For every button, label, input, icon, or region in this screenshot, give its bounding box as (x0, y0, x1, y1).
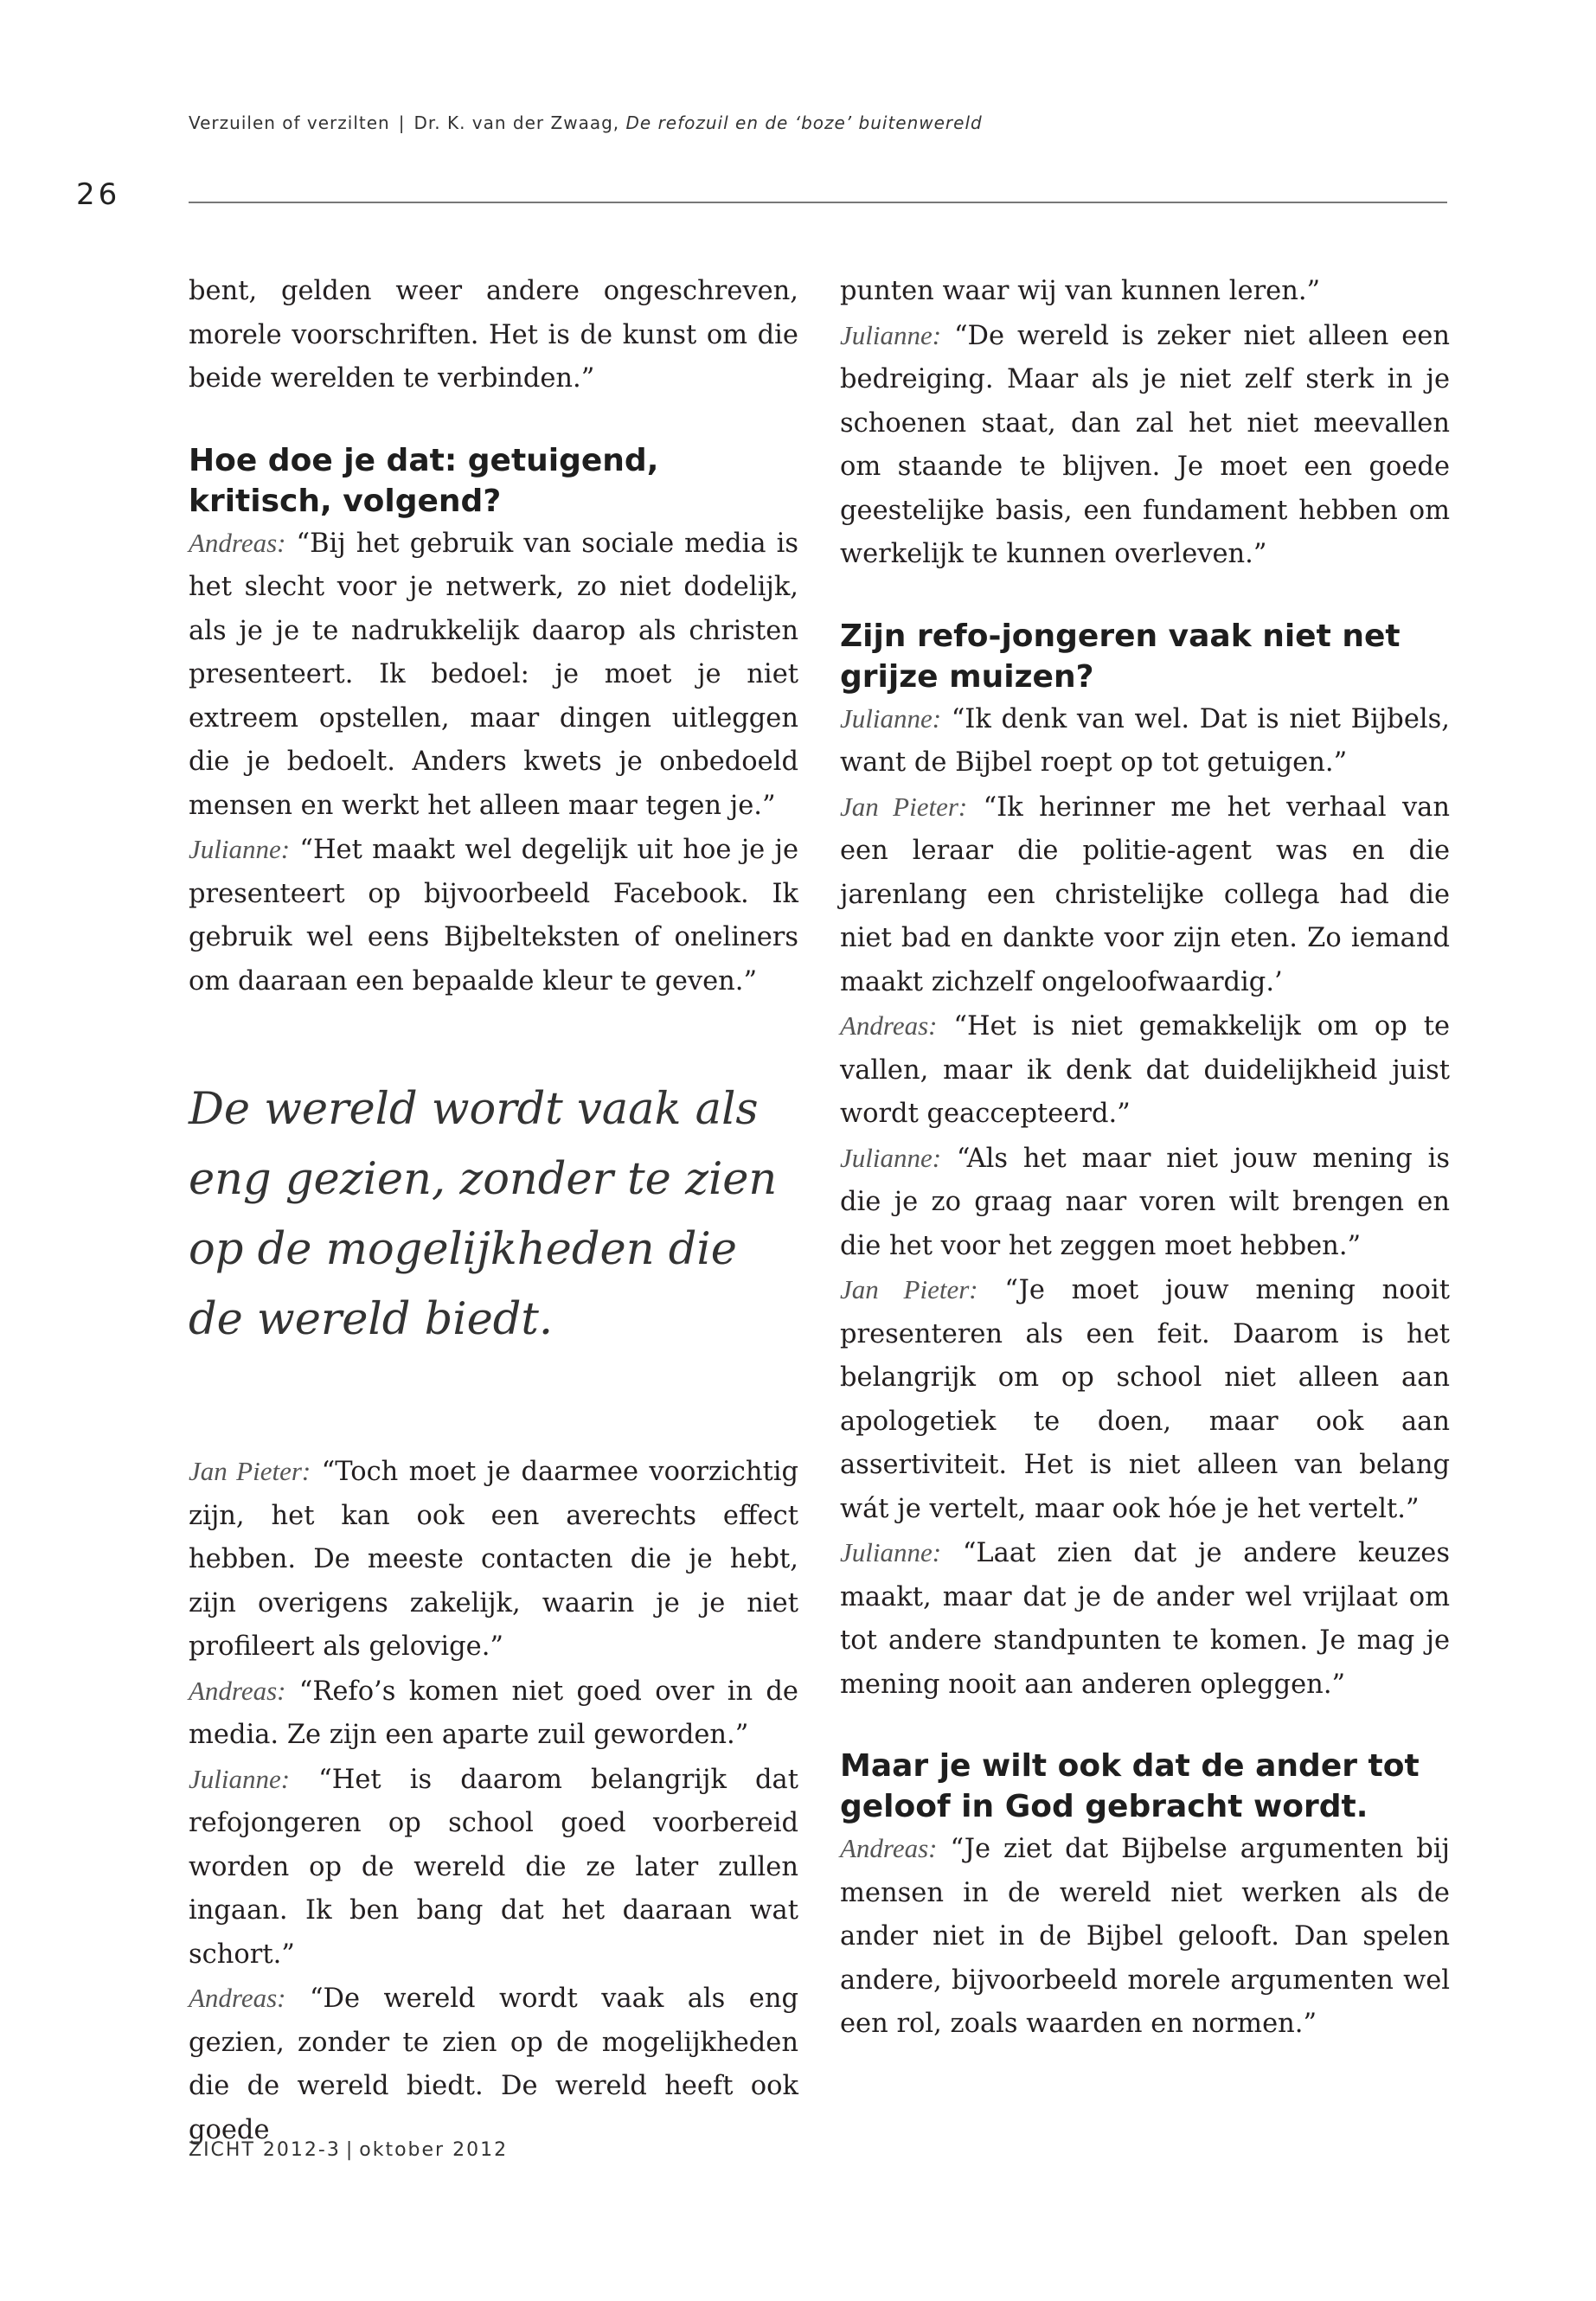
speaker-name: Andreas: (840, 1010, 938, 1041)
speaker-name: Julianne: (840, 1142, 942, 1173)
answer-text: “Het is daarom belangrijk dat refojongeren op school goed voorbereid worden op de wereld die ze later zullen ingaan. Ik ben bang dat het daaraan wat schort.” (189, 1764, 799, 1970)
answer-text: “De wereld is zeker niet alleen een bedreiging. Maar als je niet zelf sterk in je schoenen staat, dan zal het niet meevallen om staande te blijven. Je moet een goede geestelijke basis, een fundament hebben om werkelijk te kunnen overleven.” (840, 320, 1450, 569)
answer-text: “Als het maar niet jouw mening is die je zo graag naar voren wilt brengen en die het voor het zeggen moet hebben.” (840, 1143, 1450, 1261)
answer-paragraph (840, 1004, 1450, 1137)
speaker-name: Julianne: (840, 319, 942, 350)
interview-question: Hoe doe je dat: getuigend, kritisch, volgend? (189, 442, 659, 519)
header-divider (189, 202, 1447, 203)
answer-text: “Laat zien dat je andere keuzes maakt, maar dat je de ander wel vrijlaat om tot andere standpunten te komen. Je mag je mening nooit aan anderen opleggen.” (840, 1538, 1450, 1700)
speaker-name: Andreas: (189, 1675, 286, 1706)
interview-question: Zijn refo-jongeren vaak niet net grijze muizen? (840, 618, 1401, 695)
speaker-name: Jan Pieter: (189, 1456, 311, 1486)
answer-text: “Het maakt wel degelijk uit hoe je je presenteert op bijvoorbeeld Facebook. Ik gebruik wel eens Bijbelteksten of oneliners om daaraan een bepaalde kleur te geven.” (189, 835, 798, 997)
running-header (189, 112, 983, 133)
answer-text: “De wereld wordt vaak als eng gezien, zonder te zien op de mogelijkheden die de wereld biedt. De wereld heeft ook goede (189, 1984, 798, 2145)
answer-paragraph (189, 1758, 798, 1977)
interview-question: Maar je wilt ook dat de ander tot geloof in God gebracht wordt. (840, 1748, 1420, 1824)
answer-text: “Toch moet je daarmee voorzichtig zijn, het kan ook een averechts effect hebben. De meeste contacten die je hebt, zijn overigens zakelijk, waarin je je niet profileert als gelovige.” (189, 1457, 798, 1662)
page-number: 26 (76, 177, 121, 212)
speaker-name: Julianne: (189, 834, 291, 864)
speaker-name: Julianne: (840, 702, 942, 734)
answer-paragraph (840, 785, 1450, 1005)
speaker-name: Jan Pieter: (840, 1274, 978, 1304)
answer-text: “Refo’s komen niet goed over in de media. Ze zijn een aparte zuil geworden.” (189, 1676, 798, 1750)
page-footer (189, 2139, 508, 2161)
answer-text: “Je moet jouw mening nooit presenteren als een feit. Daarom is het belangrijk om op school niet alleen aan apologetiek te doen, maar ook aan assertiviteit. Het is niet alleen van belang wát je vertelt, maar ook hóe je het vertelt.” (840, 1275, 1450, 1524)
header-author: Dr. K. van der Zwaag, (413, 112, 620, 133)
speaker-name: Jan Pieter: (840, 791, 968, 822)
speaker-name: Andreas: (189, 1983, 286, 2013)
answer-paragraph (840, 1268, 1450, 1531)
header-article-title: De refozuil en de ‘boze’ buitenwereld (625, 112, 983, 133)
footer-date: oktober 2012 (359, 2139, 509, 2161)
answer-text: “Ik herinner me het verhaal van een leraar die politie-agent was en die jarenlang een christelijke collega had die niet bad en dankte voor zijn eten. Zo iemand maakt zichzelf ongeloofwaardig.’ (840, 792, 1450, 997)
answer-paragraph (840, 314, 1450, 577)
answer-paragraph (840, 1531, 1450, 1707)
paragraph: bent, gelden weer andere ongeschreven, morele voorschriften. Het is de kunst om die beide werelden te verbinden.” (189, 276, 798, 394)
footer-publication: ZICHT 2012-3 (189, 2139, 341, 2161)
answer-paragraph (189, 828, 798, 1003)
answer-text: “Ik denk van wel. Dat is niet Bijbels, want de Bijbel roept op tot getuigen.” (840, 703, 1450, 778)
answer-text: “Je ziet dat Bijbelse argumenten bij mensen in de wereld niet werken als de ander niet in de Bijbel gelooft. Dan spelen andere, bijvoorbeeld morele argumenten wel een rol, zoals waarden en normen.” (840, 1834, 1450, 2039)
left-column (189, 270, 798, 2152)
speaker-name: Andreas: (189, 527, 286, 558)
answer-text: “Bij het gebruik van sociale media is het slecht voor je netwerk, zo niet dodelijk, als je je te nadrukkelijk daarop als christen presenteert. Ik bedoel: je moet je niet extreem opstellen, maar dingen uitleggen die je bedoelt. Anders kwets je onbedoeld mensen en werkt het alleen maar tegen je.” (189, 528, 798, 821)
speaker-name: Julianne: (189, 1763, 291, 1794)
speaker-name: Julianne: (840, 1537, 942, 1567)
pull-quote: De wereld wordt vaak als eng gezien, zonder te zien op de mogelijkheden die de wereld biedt. (189, 1084, 778, 1345)
answer-paragraph (840, 697, 1450, 785)
answer-paragraph (840, 1827, 1450, 2047)
speaker-name: Andreas: (840, 1833, 938, 1863)
header-series: Verzuilen of verzilten (189, 112, 390, 133)
answer-paragraph (189, 1450, 798, 1670)
answer-paragraph (189, 522, 798, 829)
answer-paragraph (840, 1137, 1450, 1269)
answer-paragraph (189, 1977, 798, 2152)
right-column (840, 270, 1450, 2047)
paragraph: punten waar wij van kunnen leren.” (840, 276, 1321, 306)
answer-paragraph (189, 1670, 798, 1758)
footer-separator: | (345, 2139, 355, 2161)
answer-text: “Het is niet gemakkelijk om op te vallen, maar ik denk dat duidelijkheid juist wordt geaccepteerd.” (840, 1011, 1450, 1129)
header-separator: | (398, 112, 406, 133)
